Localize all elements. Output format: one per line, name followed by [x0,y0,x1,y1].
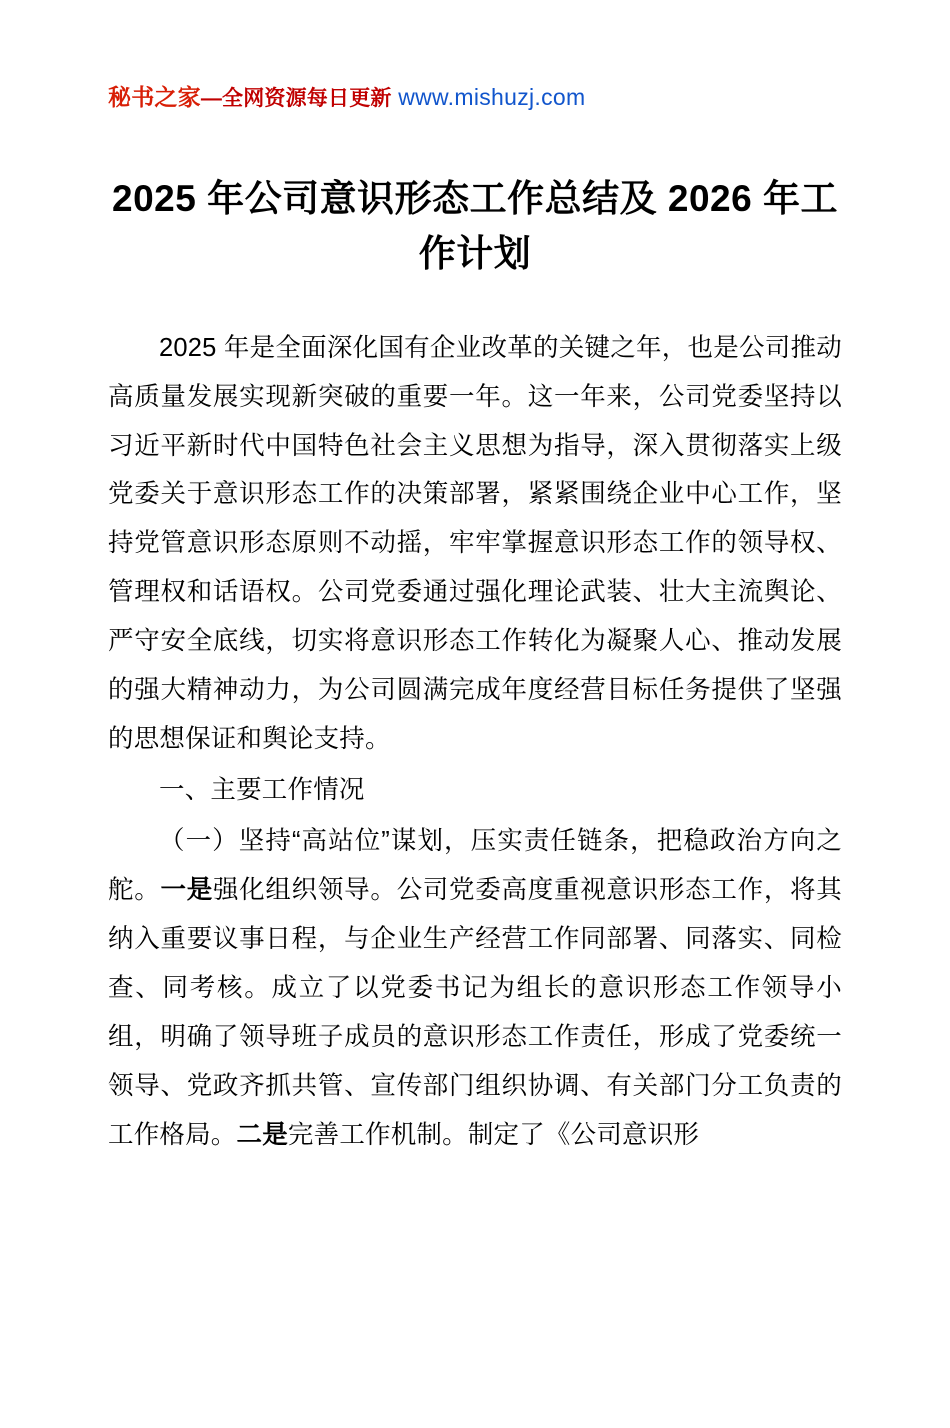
second-point-text: 完善工作机制。制定了《公司意识形 [287,1120,700,1149]
page-title: 2025 年公司意识形态工作总结及 2026 年工作计划 [112,177,838,275]
site-watermark [108,84,842,113]
emphasis-first-point: 一是 [160,876,213,905]
section-heading-one: 一、主要工作情况 [159,776,365,805]
document-body [108,324,842,1160]
document-page [0,84,950,1428]
site-url-link[interactable]: www.mishuzj.com [398,84,586,110]
paragraph-section-one-body [108,817,842,1160]
site-tagline: —全网资源每日更新 [200,87,392,110]
paragraph-intro: 2025 年是全面深化国有企业改革的关键之年，也是公司推动高质量发展实现新突破的重要一年。这一年来，公司党委坚持以习近平新时代中国特色社会主义思想为指导，深入贯彻落实上级党委关于意识形态工作的决策部署，紧紧围绕企业中心工作，坚持党管意识形态原则不动摇，牢牢掌握意识形态工作的领导权、管理权和话语权。公司党委通过强化理论武装、壮大主流舆论、严守安全底线，切实将意识形态工作转化为凝聚人心、推动发展的强大精神动力，为公司圆满完成年度经营目标任务提供了坚强的思想保证和舆论支持。 [108,333,842,754]
first-point-text: 强化组织领导。公司党委高度重视意识形态工作，将其纳入重要议事日程，与企业生产经营工作同部署、同落实、同检查、同考核。成立了以党委书记为组长的意识形态工作领导小组，明确了领导班子成员的意识形态工作责任，形成了党委统一领导、党政齐抓共管、宣传部门组织协调、有关部门分工负责的工作格局。 [108,876,842,1149]
subsection-lead: （一）坚持“高站位”谋划，压实责任链条，把稳政治方向之舵。 [108,827,842,905]
emphasis-second-point: 二是 [236,1120,288,1149]
site-brand-name: 秘书之家 [108,85,201,111]
